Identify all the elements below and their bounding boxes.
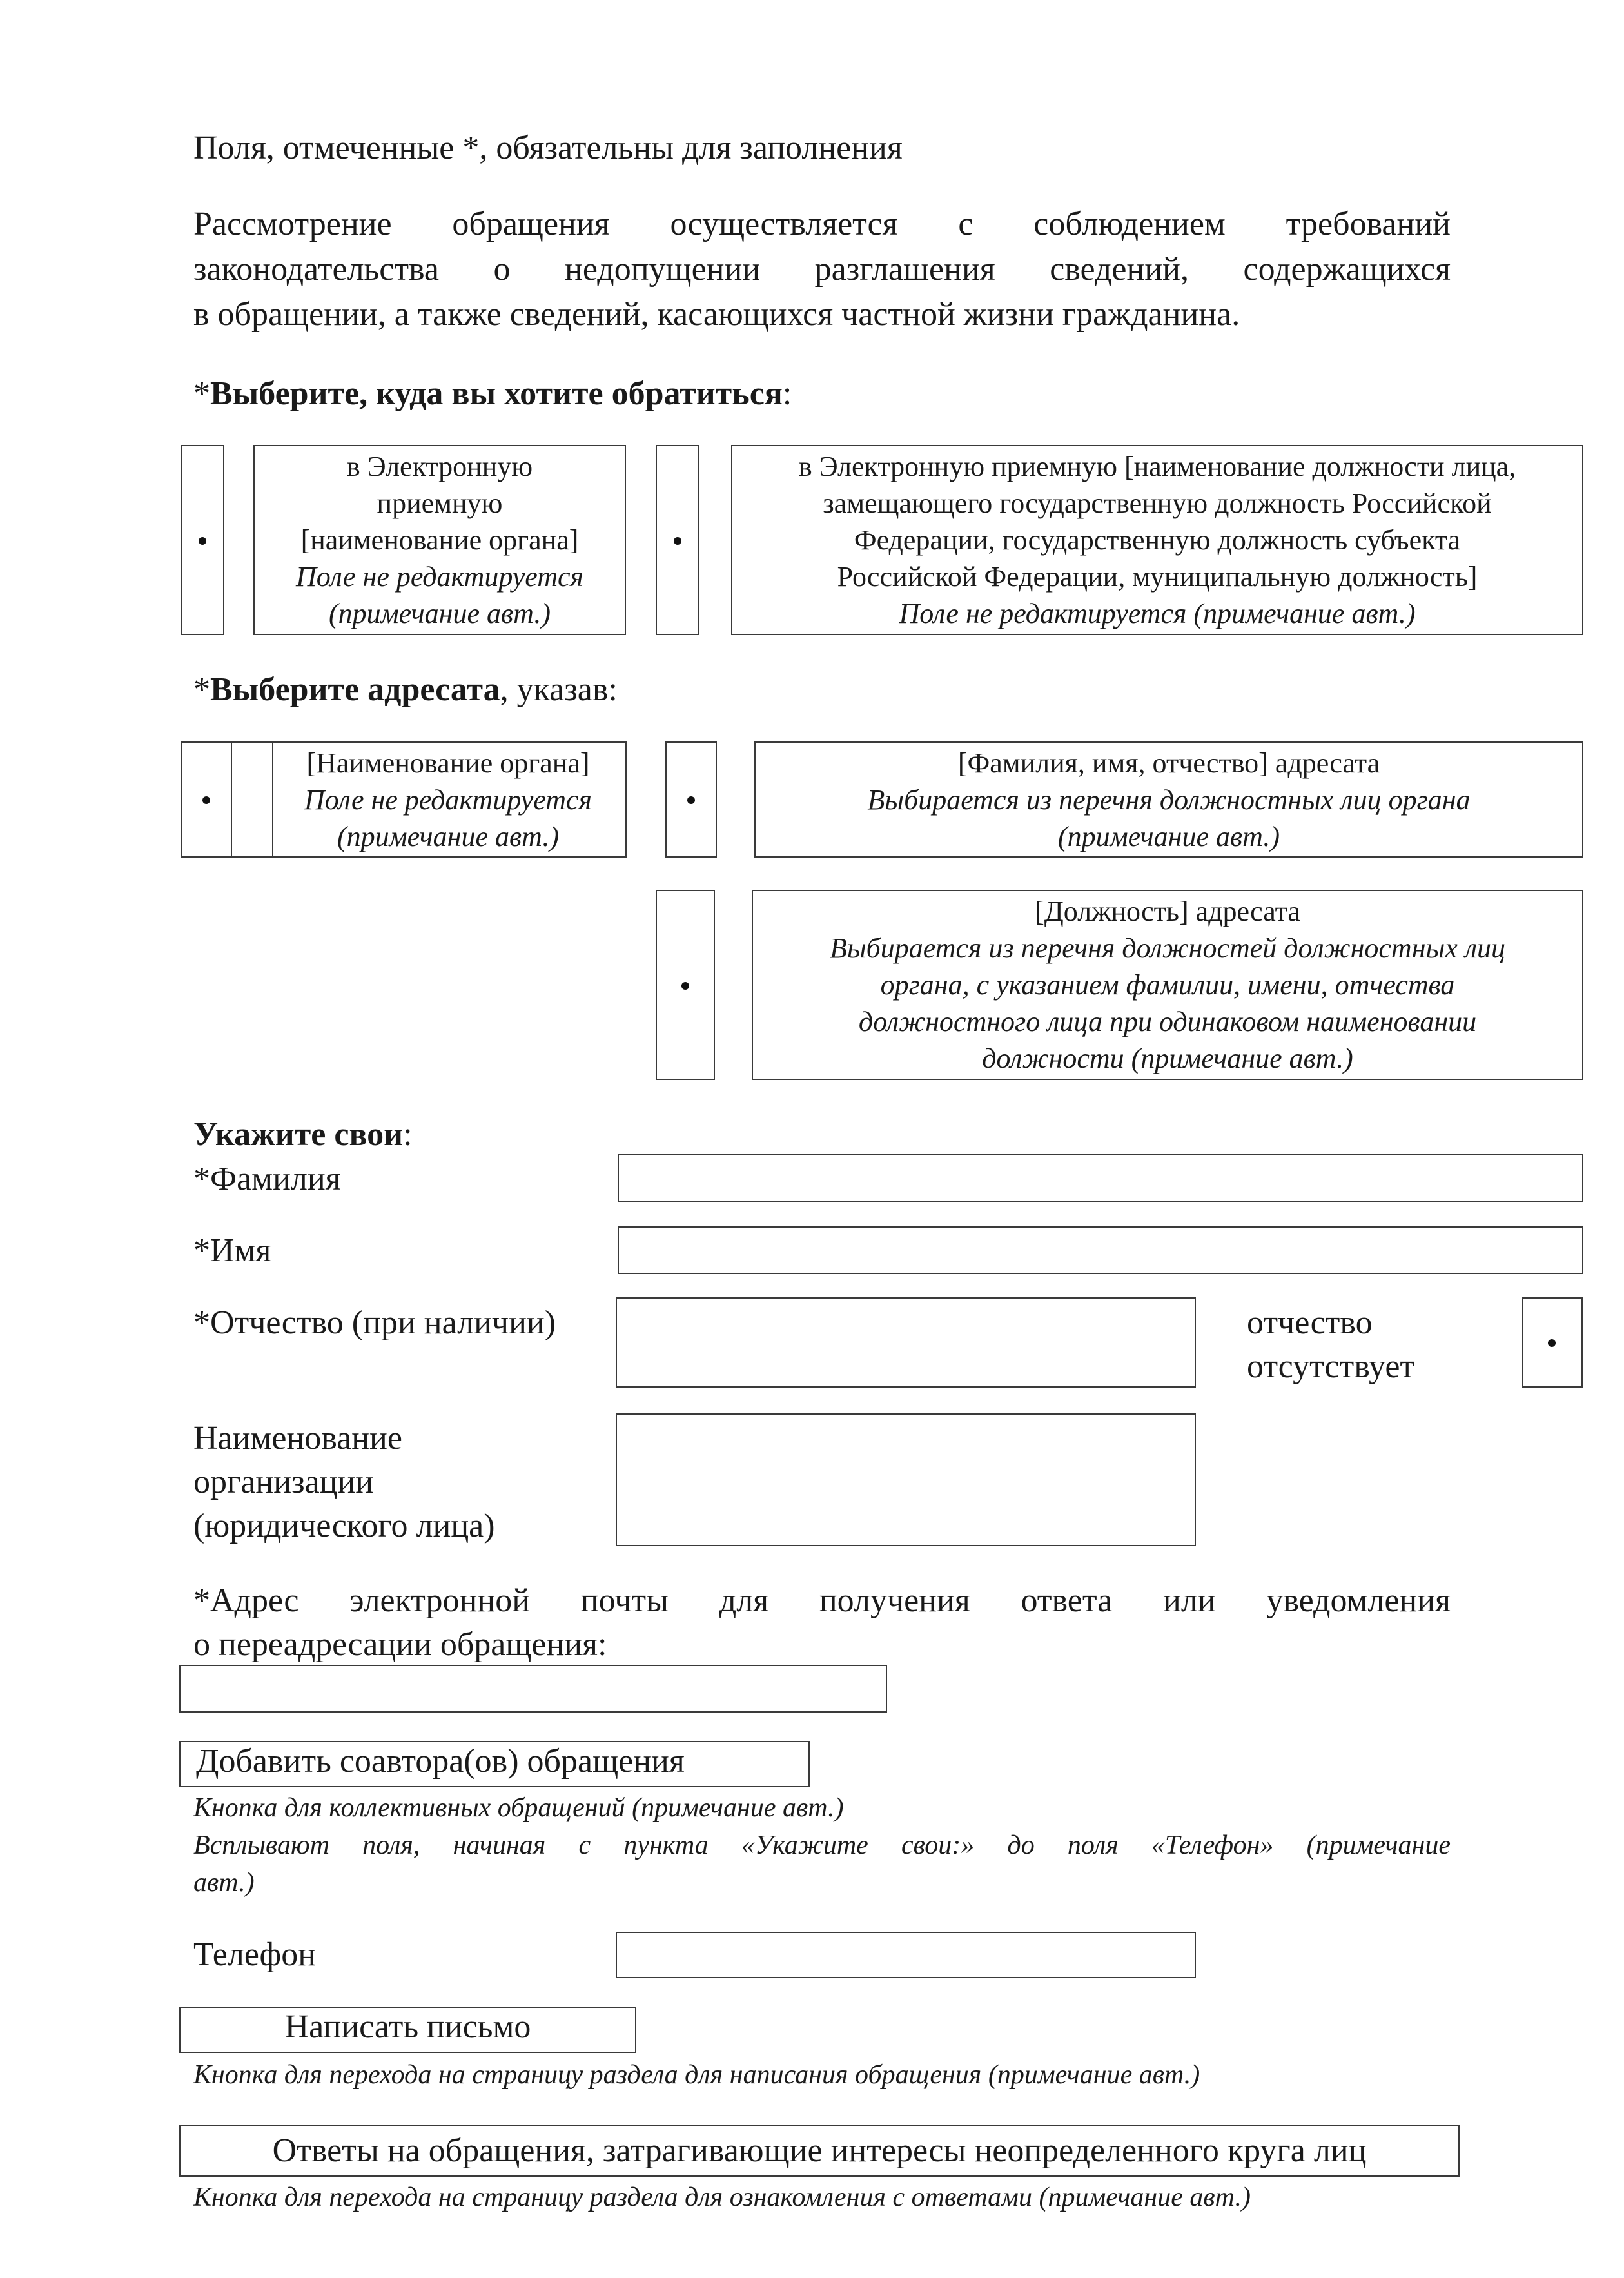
author-note: Поле не редактируется [304,783,592,816]
author-note: Кнопка для коллективных обращений (примечание авт.) [193,1793,844,1823]
phone-input[interactable] [616,1932,1196,1978]
option-reception-official[interactable] [731,445,1583,635]
email-input[interactable] [179,1665,887,1713]
section-title-rest: , указав: [500,671,618,708]
organization-label: (юридического лица) [193,1507,495,1544]
option-label: [Наименование органа] [306,747,590,779]
option-label: в Электронную приемную [наименование должности лица, [798,451,1516,482]
option-addressee-organ[interactable] [231,741,627,858]
privacy-notice-line: Рассмотрение обращения осуществляется с соблюдением требований [193,206,1451,242]
section-title-text: Укажите свои [193,1116,404,1153]
section-title-text: Выберите, куда вы хотите обратиться [210,375,783,412]
patronymic-label: *Отчество (при наличии) [193,1304,556,1341]
option-reception-organ[interactable] [253,445,626,635]
option-label: [Должность] адресата [1035,896,1300,927]
patronymic-input[interactable] [616,1297,1196,1388]
option-label: в Электронную [346,451,533,482]
required-fields-note: Поля, отмеченные *, обязательны для заполнения [193,130,903,166]
radio-reception-organ[interactable] [181,445,224,635]
author-note: должностного лица при одинаковом наименовании [858,1006,1477,1037]
radio-bullet-icon [199,537,206,545]
option-addressee-position[interactable] [752,890,1583,1080]
section-title-colon: : [782,375,792,412]
radio-bullet-icon [202,796,210,804]
answers-button[interactable]: Ответы на обращения, затрагивающие интересы неопределенного круга лиц [179,2125,1460,2177]
radio-addressee-fio[interactable] [665,741,717,858]
required-asterisk: * [193,671,210,708]
author-note: должности (примечание авт.) [982,1043,1353,1074]
author-note: (примечание авт.) [337,820,560,852]
section-title-text: Выберите адресата [210,671,500,708]
no-patronymic-checkbox[interactable] [1522,1297,1583,1388]
add-coauthor-button[interactable]: Добавить соавтора(ов) обращения [179,1741,810,1787]
author-note: органа, с указанием фамилии, имени, отчества [880,969,1455,1001]
write-letter-button[interactable]: Написать письмо [179,2007,636,2053]
privacy-notice-line: законодательства о недопущении разглашения сведений, содержащихся [193,251,1451,288]
author-note: Выбирается из перечня должностей должностных лиц [829,932,1506,964]
email-label: о переадресации обращения: [193,1626,607,1663]
section-title-addressee [193,668,618,712]
section-title-where [193,372,792,416]
author-note: Кнопка для перехода на страницу раздела для ознакомления с ответами (примечание авт.) [193,2183,1251,2212]
option-label: Федерации, государственную должность субъекта [854,524,1461,556]
section-title-personal [193,1113,413,1157]
radio-addressee-position[interactable] [656,890,715,1080]
name-label: *Имя [193,1232,271,1269]
option-label: замещающего государственную должность Российской [823,487,1492,519]
option-label: приемную [377,487,503,519]
no-patronymic-label: отчество [1247,1304,1373,1341]
name-input[interactable] [618,1226,1583,1274]
no-patronymic-label: отсутствует [1247,1348,1415,1385]
author-note: (примечание авт.) [328,598,551,629]
checkbox-bullet-icon [1548,1339,1556,1347]
author-note: Выбирается из перечня должностных лиц органа [867,783,1471,816]
surname-input[interactable] [618,1154,1583,1202]
radio-bullet-icon [681,982,689,990]
author-note: Поле не редактируется (примечание авт.) [899,598,1416,629]
organization-label: Наименование [193,1420,402,1457]
radio-bullet-icon [687,796,695,804]
option-addressee-fio[interactable] [754,741,1583,858]
option-label: [Фамилия, имя, отчество] адресата [957,747,1380,779]
divider [272,743,273,856]
author-note: (примечание авт.) [1057,820,1280,852]
organization-label: организации [193,1464,374,1500]
phone-label: Телефон [193,1936,317,1973]
radio-addressee-organ[interactable] [181,741,232,858]
option-label: [наименование органа] [300,524,579,556]
section-title-colon: : [403,1116,413,1153]
option-label: Российской Федерации, муниципальную должность] [837,561,1478,593]
organization-input[interactable] [616,1413,1196,1546]
radio-reception-official[interactable] [656,445,699,635]
author-note: Поле не редактируется [296,561,583,593]
surname-label: *Фамилия [193,1161,341,1197]
privacy-notice-line: в обращении, а также сведений, касающихся частной жизни гражданина. [193,296,1240,333]
radio-bullet-icon [674,537,681,545]
email-label: *Адрес электронной почты для получения ответа или уведомления [193,1582,1451,1619]
author-note: Всплывают поля, начиная с пункта «Укажите свои:» до поля «Телефон» (примечание [193,1831,1451,1860]
author-note: авт.) [193,1868,255,1898]
required-asterisk: * [193,375,210,412]
author-note: Кнопка для перехода на страницу раздела для написания обращения (примечание авт.) [193,2060,1200,2090]
